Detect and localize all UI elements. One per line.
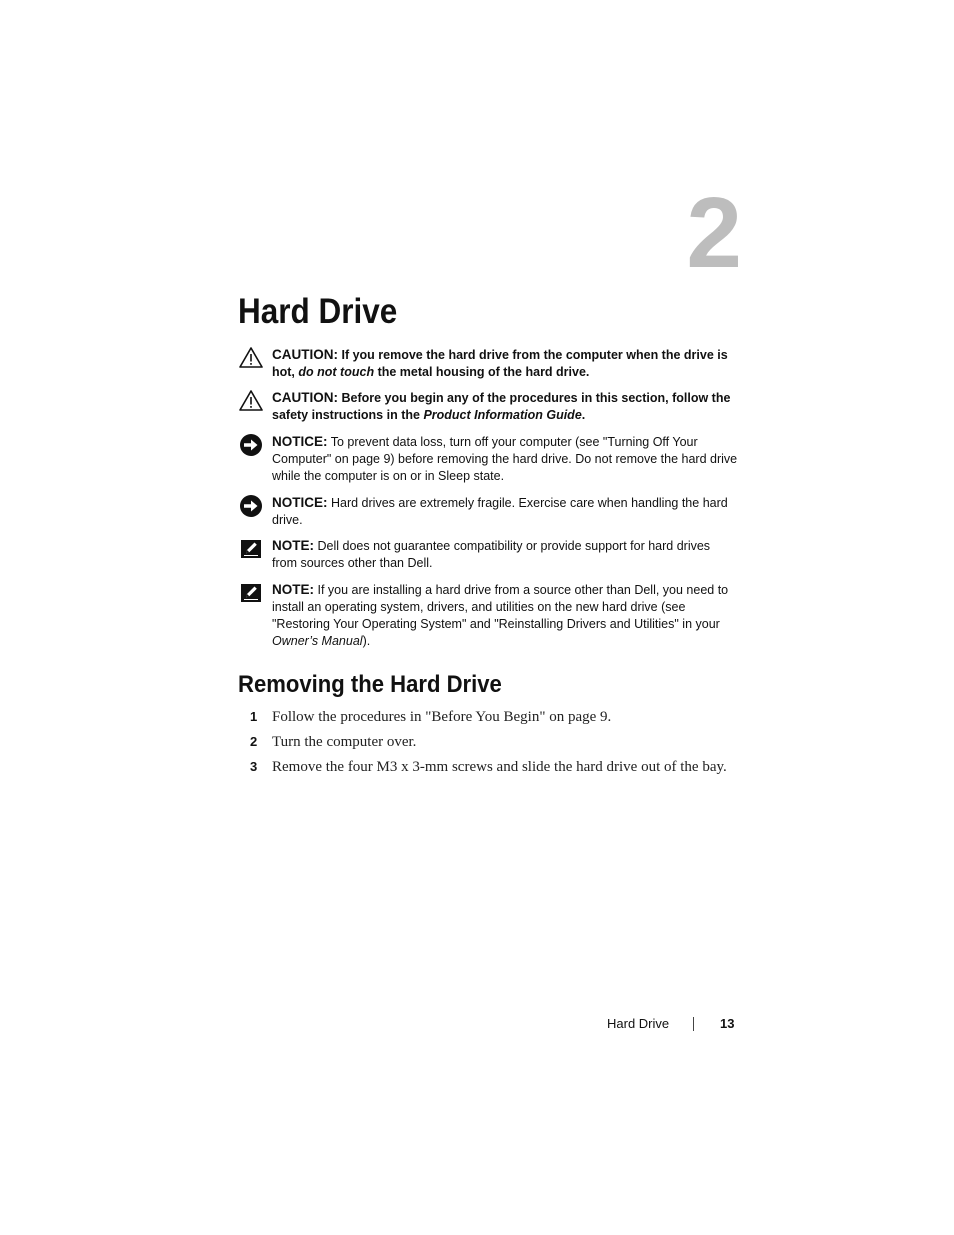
step-text: Turn the computer over. xyxy=(272,734,417,750)
step-item xyxy=(238,731,758,756)
footer-divider xyxy=(693,1017,694,1031)
step-text: Remove the four M3 x 3-mm screws and slide the hard drive out of the bay. xyxy=(272,759,727,775)
note-body-end: ). xyxy=(362,634,371,648)
note-text xyxy=(272,581,738,650)
note-label: NOTE: xyxy=(272,582,314,597)
notice-label: NOTICE: xyxy=(272,434,328,449)
caution-body-end: . xyxy=(581,408,586,422)
note-text xyxy=(272,537,738,572)
note-emphasis: Owner’s Manual xyxy=(272,634,363,648)
caution-emphasis: do not touch xyxy=(298,365,375,379)
page-number: 13 xyxy=(720,1016,735,1031)
footer-section-name: Hard Drive xyxy=(607,1016,670,1031)
page-footer xyxy=(600,1015,740,1035)
notice-arrow-icon xyxy=(238,494,264,518)
notice-body: Hard drives are extremely fragile. Exercise care when handling the hard drive. xyxy=(272,496,728,527)
step-text: Follow the procedures in "Before You Begin" on page 9. xyxy=(272,709,612,725)
chapter-title: Hard Drive xyxy=(238,292,398,331)
step-number: 3 xyxy=(250,759,258,774)
caution-text xyxy=(272,389,738,424)
note-pencil-icon xyxy=(238,581,264,605)
caution-body: If you remove the hard drive from the computer when the drive is hot, xyxy=(272,348,728,379)
notice-text xyxy=(272,494,738,529)
note-label: NOTE: xyxy=(272,538,314,553)
chapter-number: 2 xyxy=(686,177,740,289)
note-pencil-icon xyxy=(238,537,264,561)
note-body: If you are installing a hard drive from a source other than Dell, you need to install an operating system, drivers, and utilities on the new hard drive (see "Restoring Your Operating System" and "Reinstalling Drivers and Utilities" in your xyxy=(272,583,729,631)
caution-text xyxy=(272,346,738,381)
step-number: 1 xyxy=(250,709,258,724)
procedure-steps xyxy=(238,706,758,781)
notice-arrow-icon xyxy=(238,433,264,457)
caution-label: CAUTION: xyxy=(272,390,338,405)
step-item xyxy=(238,756,758,781)
step-number: 2 xyxy=(250,734,258,749)
note-body: Dell does not guarantee compatibility or provide support for hard drives from sources other than Dell. xyxy=(272,539,711,570)
notice-label: NOTICE: xyxy=(272,495,328,510)
notice-body: To prevent data loss, turn off your computer (see "Turning Off Your Computer" on page 9) before removing the hard drive. Do not remove the hard drive while the computer is on or in Sleep state. xyxy=(272,435,738,483)
warning-triangle-icon xyxy=(238,346,264,370)
step-item xyxy=(238,706,758,731)
caution-emphasis: Product Information Guide xyxy=(423,408,582,422)
notice-text xyxy=(272,433,738,485)
caution-body-end: the metal housing of the hard drive. xyxy=(377,365,590,379)
warning-triangle-icon xyxy=(238,389,264,413)
caution-label: CAUTION: xyxy=(272,347,338,362)
section-title: Removing the Hard Drive xyxy=(238,671,502,698)
caution-body: Before you begin any of the procedures in this section, follow the safety instructions in the xyxy=(272,391,731,422)
